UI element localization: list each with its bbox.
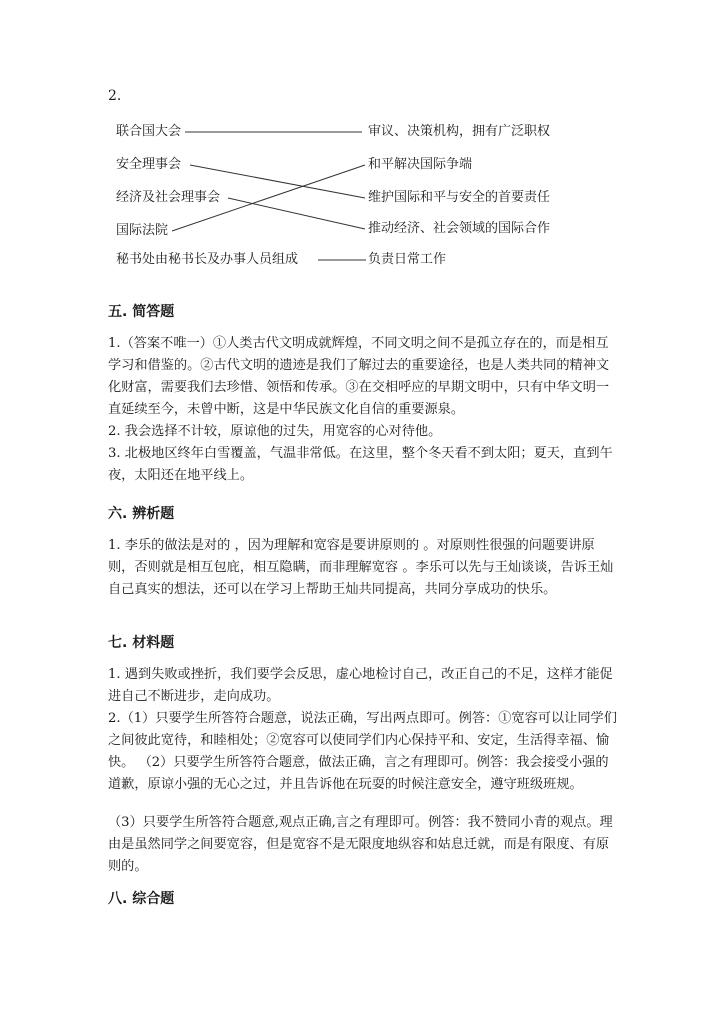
answer-paragraph: 2. 我会选择不计较，原谅他的过失，用宽容的心对待他。 [108,424,442,439]
matching-diagram [0,0,720,300]
left-item-5: 秘书处由秘书长及办事人员组成 [116,252,299,267]
answer-paragraph: 1. 李乐的做法是对的 ，因为理解和宽容是要讲原则的 。对原则性很强的问题要讲原则，否则就是相互包庇，相互隐瞒，而非理解宽容 。李乐可以先与王灿谈谈，告诉王灿自己真实的想法，还可以在学习上帮助王灿共同提高，共同分享成功的快乐。 [108,538,614,597]
left-item-1: 联合国大会 [116,124,182,139]
section-body-short-answer [108,333,618,487]
match-line-3 [228,198,365,229]
section-title-analysis: 六. 辨析题 [108,506,175,522]
item-number: 2. [108,88,122,104]
left-item-2: 安全理事会 [116,157,182,172]
matching-lines [0,0,720,300]
section-body-material [108,664,618,878]
section-title-comprehensive: 八. 综合题 [108,891,175,907]
right-item-3: 维护国际和平与安全的首要责任 [368,190,551,205]
section-title-short-answer: 五. 简答题 [108,304,175,320]
left-item-3: 经济及社会理事会 [116,190,221,205]
answer-paragraph: 3. 北极地区终年白雪覆盖，气温非常低。在这里，整个冬天看不到太阳；夏天，直到午夜，太阳还在地平线上。 [108,446,613,483]
section-title-material: 七. 材料题 [108,635,175,651]
left-item-4: 国际法院 [116,223,169,238]
answer-paragraph: 2.（1）只要学生所答符合题意，说法正确，写出两点即可。例答：①宽容可以让同学们之间彼此宽待，和睦相处；②宽容可以使同学们内心保持平和、安定，生活得幸福、愉快。 （2）只要学生所答符合题意，做法正确，言之有理即可。例答：我会接受小强的道歉，原谅小强的无心之过，并且告诉他在玩耍的时候注意安全，遵守班级班规。 [108,711,617,792]
answer-paragraph: （3）只要学生所答符合题意,观点正确,言之有理即可。例答：我不赞同小青的观点。理由是虽然同学之间要宽容，但是宽容不是无限度地纵容和姑息迁就，而是有限度、有原则的。 [108,815,613,874]
section-body-analysis [108,535,618,601]
right-item-1: 审议、决策机构，拥有广泛职权 [368,124,551,139]
answer-paragraph: 1. 遇到失败或挫折，我们要学会反思，虚心地检讨自己，改正自己的不足，这样才能促进自己不断进步，走向成功。 [108,667,613,704]
answer-paragraph: 1.（答案不唯一）①人类古代文明成就辉煌，不同文明之间不是孤立存在的，而是相互学习和借鉴的。②古代文明的遗迹是我们了解过去的重要途径，也是人类共同的精神文化财富，需要我们去珍惜、领悟和传承。③在交相呼应的早期文明中，只有中华文明一直延续至今，未曾中断，这是中华民族文化自信的重要源泉。 [108,336,610,417]
right-item-4: 推动经济、社会领域的国际合作 [368,221,551,236]
right-item-2: 和平解决国际争端 [368,157,473,172]
right-item-5: 负责日常工作 [368,252,447,267]
